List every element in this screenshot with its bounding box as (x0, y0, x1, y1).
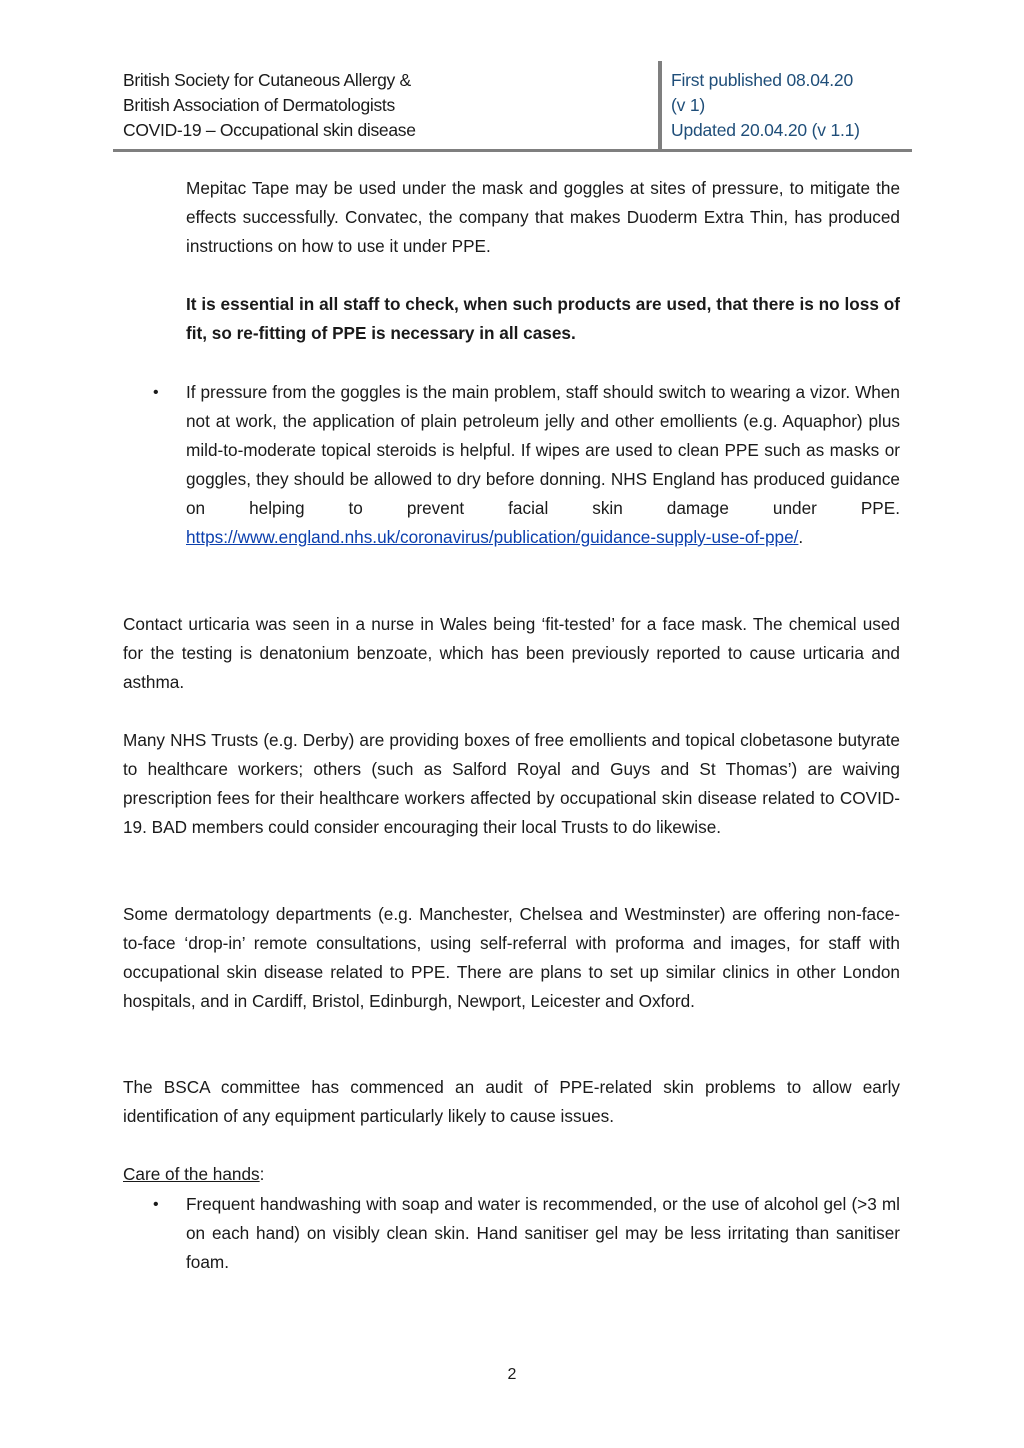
paragraph-departments-text: Some dermatology departments (e.g. Manchester, Chelsea and Westminster) are offering non-face-to-face ‘drop-in’ remote consultations, using self-referral with proforma and images, for staff with occupational skin disease related to PPE. There are plans to set up similar clinics in other London hospitals, and in Cardiff, Bristol, Edinburgh, Newport, Leicester and Oxford. (123, 904, 900, 1011)
paragraph-audit (123, 1073, 900, 1131)
bullet-icon: • (153, 1196, 159, 1213)
header-version-info (671, 68, 860, 143)
link-period: . (798, 527, 804, 547)
header-version: (v 1) (671, 95, 706, 115)
header-divider-horizontal (113, 149, 912, 152)
paragraph-mepitac (186, 174, 900, 261)
paragraph-audit-text: The BSCA committee has commenced an audit of PPE-related skin problems to allow early identification of any equipment particularly likely to cause issues. (123, 1077, 900, 1126)
header-line-1: British Society for Cutaneous Allergy & (123, 70, 411, 90)
header-published: First published 08.04.20 (671, 70, 853, 90)
paragraph-departments (123, 900, 900, 1016)
hands-heading-colon: : (259, 1164, 265, 1184)
bullet-item-hands (186, 1190, 900, 1277)
header-line-3: COVID-19 – Occupational skin disease (123, 120, 416, 140)
nhs-guidance-link[interactable]: https://www.england.nhs.uk/coronavirus/publication/guidance-supply-use-of-ppe/ (186, 527, 799, 547)
paragraph-nhs-trusts-text: Many NHS Trusts (e.g. Derby) are providing boxes of free emollients and topical clobetasone butyrate to healthcare workers; others (such as Salford Royal and Guys and St Thomas’) are waiving prescription fees for their healthcare workers affected by occupational skin disease related to COVID-19. BAD members could consider encouraging their local Trusts to do likewise. (123, 730, 900, 837)
paragraph-nhs-trusts (123, 726, 900, 842)
paragraph-essential-text: It is essential in all staff to check, when such products are used, that there is no loss of fit, so re-fitting of PPE is necessary in all cases. (186, 294, 900, 343)
bullet-icon: • (153, 384, 159, 401)
bullet-goggles-text: If pressure from the goggles is the main problem, staff should switch to wearing a vizor. When not at work, the application of plain petroleum jelly and other emollients (e.g. Aquaphor) plus mild-to-moderate topical steroids is helpful. If wipes are used to clean PPE such as masks or goggles, they should be allowed to dry before donning. NHS England has produced guidance on helping to prevent facial skin damage under PPE. (186, 382, 900, 518)
hands-heading-text: Care of the hands (123, 1164, 260, 1184)
header-divider-vertical (658, 61, 662, 151)
bullet-item-goggles (186, 378, 900, 552)
header-updated: Updated 20.04.20 (v 1.1) (671, 120, 860, 140)
paragraph-urticaria (123, 610, 900, 697)
paragraph-essential (186, 290, 900, 348)
paragraph-mepitac-text: Mepitac Tape may be used under the mask and goggles at sites of pressure, to mitigate the effects successfully. Convatec, the company that makes Duoderm Extra Thin, has produced instructions on how to use it under PPE. (186, 178, 900, 256)
page-number: 2 (507, 1366, 517, 1383)
paragraph-urticaria-text: Contact urticaria was seen in a nurse in Wales being ‘fit-tested’ for a face mask. The chemical used for the testing is denatonium benzoate, which has been previously reported to cause urticaria and asthma. (123, 614, 900, 692)
section-heading-hands (123, 1160, 900, 1189)
bullet-hands-text: Frequent handwashing with soap and water is recommended, or the use of alcohol gel (>3 ml on each hand) on visibly clean skin. Hand sanitiser gel may be less irritating than sanitiser foam. (186, 1194, 900, 1272)
header-organisation (123, 68, 416, 143)
header-line-2: British Association of Dermatologists (123, 95, 395, 115)
